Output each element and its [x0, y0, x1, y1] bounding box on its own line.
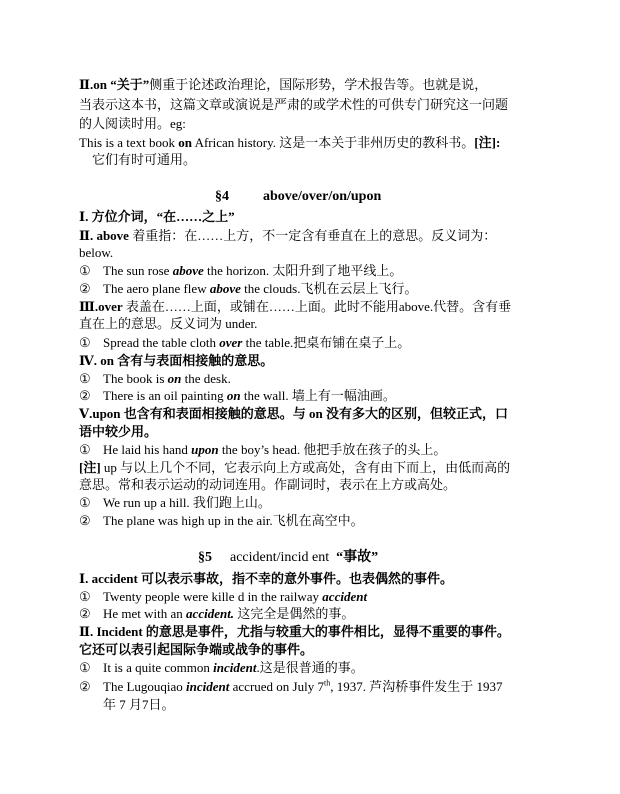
example-translation: , 1937. 芦沟桥事件发生于 1937	[330, 679, 503, 694]
s5-heading2-line2: 它还可以表引起国际争端或战争的事件。	[79, 642, 314, 657]
on-para-line3: 的人阅读时用。eg:	[79, 116, 186, 131]
example-translation: the boy’s head. 他把手放在孩子的头上。	[218, 442, 447, 457]
s5-example4	[79, 678, 502, 695]
example-number: ②	[79, 281, 91, 296]
example-text: He met with an	[103, 606, 187, 621]
on-example	[79, 134, 500, 151]
section4-title	[215, 188, 381, 206]
on-para-line2: 当表示这本书，这篇文章或演说是严肃的或学术性的可供专门研究这一问题	[79, 97, 509, 112]
example-translation: the table.把桌布铺在桌子上。	[242, 335, 411, 350]
s4-example7	[79, 494, 271, 511]
s4-example3	[79, 334, 410, 351]
s4-example8	[79, 512, 364, 529]
s5-example2	[79, 605, 354, 622]
example-number: ①	[79, 442, 91, 457]
s4-above-line	[79, 227, 496, 244]
example-keyword: on	[226, 388, 241, 403]
example-keyword: accident	[322, 589, 368, 604]
section-title-cn: “事故”	[336, 550, 379, 565]
example-number: ①	[79, 371, 91, 386]
on-note-line2: 它们有时可通用。	[92, 152, 197, 167]
example-text: The Lugouqiao	[103, 679, 187, 694]
s4-upon-heading2: 语中较少用。	[79, 424, 158, 439]
example-number: ②	[79, 513, 91, 528]
s5-heading1: Ⅰ. accident 可以表示事故，指不幸的意外事件。也表偶然的事件。	[79, 571, 454, 586]
section-title-text: above/over/on/upon	[263, 189, 382, 204]
example-keyword: over	[219, 335, 243, 350]
s5-example1	[79, 588, 367, 605]
s4-example6	[79, 441, 446, 458]
on-para-line1	[79, 76, 487, 93]
s4-example4	[79, 370, 231, 387]
s5-heading2-line1: Ⅱ. Incident 的意思是事件，尤指与较重大的事件相比，显得不重要的事件。	[79, 624, 510, 639]
example-keyword: incident	[213, 660, 257, 675]
s4-upon-heading1: Ⅴ.upon 也含有和表面相接触的意思。与 on 没有多大的区别，但较正式，口	[79, 406, 509, 421]
s4-on-heading: Ⅳ. on 含有与表面相接触的意思。	[79, 353, 274, 368]
example-keyword: on	[167, 371, 182, 386]
example-keyword: above	[209, 281, 241, 296]
example-number: ②	[79, 388, 91, 403]
note-text: up 与以上几个不同，它表示向上方或高处，含有由下而上，由低而高的	[100, 460, 511, 475]
example-number: ②	[79, 606, 91, 621]
on-label: Ⅱ.on	[79, 77, 107, 92]
above-label: Ⅱ. above	[79, 228, 129, 243]
above-desc: 着重指：在……上方，不一定含有垂直在上的意思。反义词为：	[128, 228, 497, 243]
section5-title	[198, 549, 378, 567]
example-number: ①	[79, 660, 91, 675]
s4-over-line	[79, 298, 511, 315]
s5-example4-line2: 年 7 月7日。	[103, 697, 175, 712]
section-number: §4	[215, 189, 229, 204]
s4-note-line2: 意思。常和表示运动的动词连用。作副词时，表示在上方或高处。	[79, 477, 457, 492]
s4-example2	[79, 280, 417, 297]
example-text: We run up a hill. 我们跑上山。	[103, 495, 271, 510]
example-text: The sun rose	[103, 263, 173, 278]
example-translation: the wall. 墙上有一幅油画。	[240, 388, 396, 403]
example-text: He laid his hand	[103, 442, 192, 457]
example-number: ①	[79, 335, 91, 350]
example-text: There is an oil painting	[103, 388, 227, 403]
example-text: This is a text book	[79, 135, 179, 150]
s4-heading1: Ⅰ. 方位介词，“在……之上”	[79, 209, 235, 224]
example-text: The book is	[103, 371, 168, 386]
example-text-mid: accrued on July 7	[229, 679, 324, 694]
s5-example3	[79, 659, 364, 676]
example-translation: the horizon. 太阳升到了地平线上。	[203, 263, 403, 278]
example-text: The aero plane flew	[103, 281, 210, 296]
note-label: [注]:	[474, 135, 501, 150]
s4-note-line1	[79, 459, 510, 476]
example-number: ②	[79, 679, 91, 694]
example-text: Twenty people were kille d in the railway	[103, 589, 323, 604]
example-keyword: incident	[186, 679, 230, 694]
example-keyword: upon	[191, 442, 219, 457]
example-text: The plane was high up in the air.飞机在高空中。	[103, 513, 364, 528]
s4-above-line2: below.	[79, 245, 114, 260]
example-translation: African history. 这是一本关于非州历史的教科书。	[192, 135, 475, 150]
example-translation: the clouds.飞机在云层上飞行。	[240, 281, 418, 296]
on-desc: 侧重于论述政治理论，国际形势，学术报告等。也就是说，	[149, 77, 488, 92]
example-number: ①	[79, 589, 91, 604]
example-translation: .这是很普通的事。	[256, 660, 364, 675]
on-quote: “关于”	[110, 77, 150, 92]
example-text: It is a quite common	[103, 660, 214, 675]
example-keyword: above	[172, 263, 204, 278]
example-number: ①	[79, 263, 91, 278]
section-title-text: accident/incid ent	[230, 550, 330, 565]
s4-example5	[79, 387, 396, 404]
section-number: §5	[198, 550, 212, 565]
example-keyword: accident.	[186, 606, 235, 621]
superscript: th	[323, 678, 331, 688]
s4-over-line2: 直在上的意思。反义词为 under.	[79, 316, 258, 331]
over-label: Ⅲ.over	[79, 299, 123, 314]
example-keyword: on	[178, 135, 193, 150]
note-label: [注]	[79, 460, 101, 475]
over-desc: 表盖在……上面，或铺在……上面。此时不能用above.代替。含有垂	[122, 299, 512, 314]
example-number: ①	[79, 495, 91, 510]
s4-example1	[79, 262, 402, 279]
example-translation: 这完全是偶然的事。	[234, 606, 355, 621]
example-text: Spread the table cloth	[103, 335, 220, 350]
example-tail: the desk.	[181, 371, 231, 386]
